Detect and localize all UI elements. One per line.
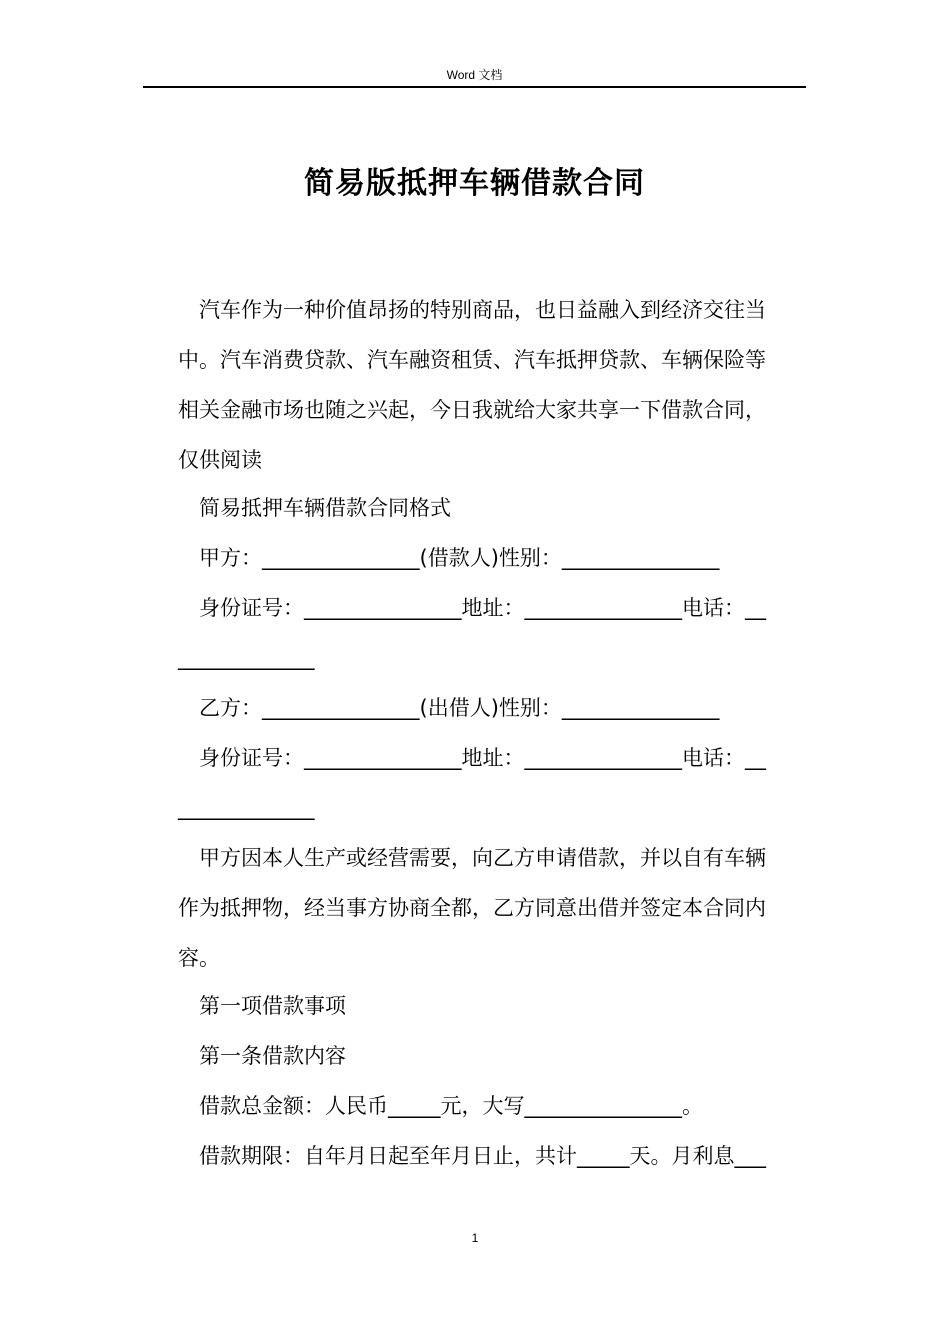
body-line: 第一条借款内容 — [199, 1044, 346, 1068]
body-line: 第一项借款事项 — [199, 994, 346, 1018]
body-line: 简易抵押车辆借款合同格式 — [199, 496, 451, 520]
page-number: 1 — [471, 1231, 479, 1245]
body-line: 作为抵押物，经当事方协商全都，乙方同意出借并签定本合同内 — [178, 896, 766, 920]
page-header: Word 文档 — [446, 68, 503, 82]
body-line: 相关金融市场也随之兴起，今日我就给大家共享一下借款合同， — [178, 398, 766, 422]
body-line: 仅供阅读 — [178, 448, 262, 472]
body-line: _____________ — [178, 796, 315, 820]
body-line: 甲方因本人生产或经营需要，向乙方申请借款，并以自有车辆 — [199, 846, 766, 870]
body-line: 汽车作为一种价值昂扬的特别商品，也日益融入到经济交往当 — [199, 298, 766, 322]
body-line: _____________ — [178, 646, 315, 670]
body-line: 乙方：_______________(出借人)性别：_______________ — [199, 696, 720, 720]
body-line: 容。 — [178, 946, 220, 970]
body-line: 借款总金额：人民币_____元，大写_______________。 — [199, 1094, 703, 1118]
header-divider — [143, 86, 806, 88]
body-line: 身份证号：_______________地址：_______________电话：__ — [199, 596, 766, 620]
body-line: 甲方：_______________(借款人)性别：_______________ — [199, 546, 720, 570]
body-line: 中。汽车消费贷款、汽车融资租赁、汽车抵押贷款、车辆保险等 — [178, 348, 766, 372]
body-line: 身份证号：_______________地址：_______________电话：__ — [199, 746, 766, 770]
document-title: 简易版抵押车辆借款合同 — [304, 166, 645, 201]
body-line: 借款期限：自年月日起至年月日止，共计_____天。月利息___ — [199, 1144, 766, 1168]
